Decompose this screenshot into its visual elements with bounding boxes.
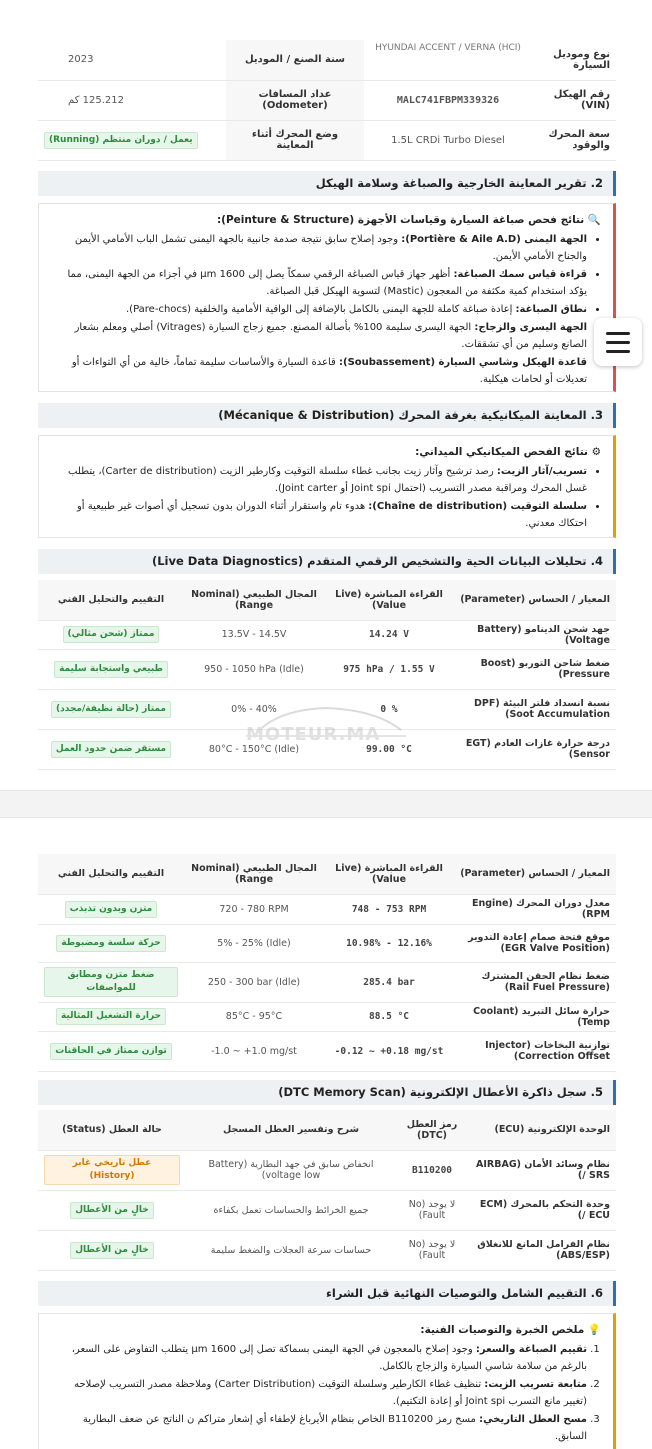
box-title-text: نتائج الفحص الميكانيكي الميداني: [415, 446, 588, 458]
live-data-table [38, 580, 616, 770]
section-2-box [38, 203, 616, 392]
col-header: حالة العطل (Status) [38, 1110, 186, 1150]
item-text: الجهة اليسرى سليمة 100% بأصالة المصنع. جميع زجاج السيارة (Vitrages) أصلي ومعلم بشعار الصانع وسليم من أي تشققات. [74, 322, 587, 350]
live-cell: 14.24 V [324, 620, 454, 649]
eval-badge: حرارة التشغيل المثالية [56, 1008, 166, 1025]
item-text: قاعدة السيارة والأساسات سليمة تماماً، خالية من أي التواءات أو تعديلات أو لحامات هيكلية. [71, 357, 587, 385]
hamburger-icon [606, 341, 630, 344]
item-text: إعادة صباغة كاملة للجهة اليمنى بالكامل بالإضافة إلى الواقية الأمامية والخلفية (Pare-chocs). [125, 304, 513, 315]
vin-value: MALC741FBPM339326 [364, 80, 532, 120]
eval-badge: ضغط متزن ومطابق للمواصفات [44, 967, 178, 997]
live-cell: 10.98% - 12.16% [324, 924, 454, 962]
col-header: المعيار / الحساس (Parameter) [454, 854, 616, 894]
live-data-table-b-wrap [38, 854, 616, 1072]
item-key: تقييم الصباغة والسعر: [475, 1344, 587, 1355]
section-6-title: 6. التقييم الشامل والتوصيات النهائية قبل الشراء [38, 1281, 616, 1306]
item-text: وجود إصلاح بالمعجون في الجهة اليمنى بسماكة تصل إلى 1600 µm يتطلب التفاوض على السعر، بالرغم من سلامة شاسي السيارة والزجاج بالكامل. [71, 1344, 587, 1372]
info-row [38, 80, 616, 120]
gear-icon: ⚙ [591, 446, 601, 458]
section-5-title: 5. سجل ذاكرة الأعطال الإلكترونية (DTC Memory Scan) [38, 1080, 616, 1105]
col-header: المجال الطبيعي (Nominal Range) [184, 580, 324, 620]
eval-badge: متزن وبدون تذبذب [65, 901, 157, 918]
report-page-bottom [0, 818, 652, 1449]
range-cell: 950 - 1050 hPa (Idle) [184, 649, 324, 689]
list-item [51, 1341, 587, 1375]
box-title-text: نتائج فحص صباغة السيارة وقياسات الأجهزة (Peinture & Structure): [216, 214, 585, 226]
dtc-cell: لا يوجد (No Fault) [396, 1230, 468, 1270]
section-2-box-title [51, 212, 601, 229]
param-cell: ضغط شاحن التوربو (Boost Pressure) [454, 649, 616, 689]
info-label: عداد المسافات (Odometer) [226, 80, 364, 120]
item-text: أظهر جهاز قياس الصباغة الرقمي سمكاً يصل إلى 1600 µm في أجزاء من الجهة اليمنى، مما يؤكد استخدام كمية مكثفة من المعجون (Mastic) لتسوية الهيكل قبل الصباغة. [67, 269, 587, 297]
info-row [38, 120, 616, 160]
item-text: رصد ترشيح وآثار زيت بجانب غطاء سلسلة التوقيت وكارطير الزيت (Carter de distribution)، يتطلب غسل المحرك ومراقبة مصدر التسريب (احتمال Joint spi أو Joint carter). [68, 466, 587, 494]
range-cell: 0% - 40% [184, 689, 324, 729]
vehicle-info-card [38, 40, 616, 161]
ecu-cell: وحدة التحكم بالمحرك (ECM / ECU) [468, 1190, 616, 1230]
live-cell: -0.12 ~ +0.18 mg/st [324, 1031, 454, 1071]
page-separator [0, 790, 652, 818]
item-key: الجهة اليسرى والزجاج: [474, 322, 587, 333]
live-cell: 88.5 °C [324, 1002, 454, 1031]
item-key: قراءة قياس سمك الصباغة: [453, 269, 587, 280]
live-cell: 0 % [324, 689, 454, 729]
desc-cell: جميع الخرائط والحساسات تعمل بكفاءة [186, 1190, 396, 1230]
item-key: سلسلة التوقيت (Chaîne de distribution): [368, 501, 587, 512]
list-item [51, 498, 587, 532]
watermark-text: MOTEUR.MA [246, 724, 381, 745]
item-key: متابعة تسريب الزيت: [484, 1379, 587, 1390]
info-label: رقم الهيكل (VIN) [532, 80, 616, 120]
dtc-cell: لا يوجد (No Fault) [396, 1190, 468, 1230]
live-cell: 975 hPa / 1.55 V [324, 649, 454, 689]
live-cell: 748 - 753 RPM [324, 894, 454, 924]
table-row [38, 1031, 616, 1071]
list-item [51, 1411, 587, 1445]
vehicle-info-table [38, 40, 616, 161]
info-label: نوع وموديل السيارة [532, 40, 616, 80]
section-3-box-title [51, 444, 601, 461]
eval-badge: توازن ممتاز في الحاقنات [50, 1043, 172, 1060]
info-value: 1.5L CRDi Turbo Diesel [364, 120, 532, 160]
item-text: هدوء تام واستقرار أثناء الدوران بدون تسجيل أي أصوات غير طبيعية أو احتكاك معدني. [76, 501, 587, 529]
item-key: الجهة اليمنى (Portière & Aile A.D): [401, 234, 587, 245]
col-header: رمز العطل (DTC) [396, 1110, 468, 1150]
dtc-table [38, 1110, 616, 1271]
param-cell: ضغط نظام الحقن المشترك (Rail Fuel Pressure) [454, 962, 616, 1002]
list-item [51, 266, 587, 300]
eval-badge: حركة سلسة ومضبوطة [56, 935, 165, 952]
info-value: 2023 [38, 40, 226, 80]
lightbulb-icon: 💡 [587, 1324, 601, 1336]
hamburger-icon [606, 332, 630, 335]
table-row [38, 649, 616, 689]
section-3-title: 3. المعاينة الميكانيكية بغرفة المحرك (Mécanique & Distribution) [38, 403, 616, 428]
eval-badge: طبيعي واستجابة سليمة [54, 661, 168, 678]
table-row [38, 689, 616, 729]
info-row [38, 40, 616, 80]
status-badge: خالٍ من الأعطال [70, 1242, 154, 1259]
param-cell: توازنية البخاخات (Injector Correction Offset) [454, 1031, 616, 1071]
info-value: 125.212 كم [38, 80, 226, 120]
menu-button[interactable] [594, 318, 642, 366]
range-cell: 85°C - 95°C [184, 1002, 324, 1031]
param-cell: حرارة سائل التبريد (Coolant Temp) [454, 1002, 616, 1031]
param-cell: نسبة انسداد فلتر البيئة (DPF Soot Accumulation) [454, 689, 616, 729]
col-header: التقييم والتحليل الفني [38, 854, 184, 894]
status-badge: خالٍ من الأعطال [70, 1202, 154, 1219]
table-row [38, 894, 616, 924]
section-3-list [51, 463, 601, 532]
param-cell: معدل دوران المحرك (Engine RPM) [454, 894, 616, 924]
table-row [38, 1150, 616, 1190]
list-item [51, 319, 587, 353]
list-item [51, 463, 587, 497]
list-item [51, 301, 587, 318]
range-cell: -1.0 ~ +1.0 mg/st [184, 1031, 324, 1071]
col-header: التقييم والتحليل الفني [38, 580, 184, 620]
table-row [38, 924, 616, 962]
ecu-cell: نظام الفرامل المانع للانغلاق (ABS/ESP) [468, 1230, 616, 1270]
section-2-list [51, 231, 601, 388]
dtc-cell: B110200 [396, 1150, 468, 1190]
section-3-box [38, 435, 616, 538]
info-label: سنة الصنع / الموديل [226, 40, 364, 80]
info-value: HYUNDAI ACCENT / VERNA (HCI) [364, 40, 532, 80]
eval-badge: مستقر ضمن حدود العمل [51, 741, 171, 758]
item-key: تسريب/آثار الزيت: [496, 466, 587, 477]
range-cell: 13.5V - 14.5V [184, 620, 324, 649]
item-text: وجود إصلاح سابق نتيجة صدمة جانبية بالجهة اليمنى تشمل الباب الأمامي الأيمن والجناح الأمامي الأيمن. [74, 234, 587, 262]
status-badge: عطل تاريخي غابر (History) [44, 1155, 180, 1185]
table-row [38, 1230, 616, 1270]
table-row [38, 620, 616, 649]
section-4-title: 4. تحليلات البيانات الحية والتشخيص الرقمي المتقدم (Live Data Diagnostics) [38, 549, 616, 574]
search-icon: 🔍 [587, 214, 601, 226]
status-badge: يعمل / دوران منتظم (Running) [44, 132, 198, 149]
dtc-table-wrap [38, 1110, 616, 1271]
col-header: المعيار / الحساس (Parameter) [454, 580, 616, 620]
info-label: وضع المحرك أثناء المعاينة [226, 120, 364, 160]
table-row [38, 962, 616, 1002]
item-text: تنظيف غطاء الكارطير وسلسلة التوقيت (Carter Distribution) وملاحظة مصدر التسريب لإصلاحه (تغيير مانع التسرب Joint spi أو إعادة التكتيم). [74, 1379, 587, 1407]
table-row [38, 1002, 616, 1031]
param-cell: درجة حرارة غازات العادم (EGT Sensor) [454, 729, 616, 769]
range-cell: 80°C - 150°C (Idle) [184, 729, 324, 769]
range-cell: 720 - 780 RPM [184, 894, 324, 924]
live-data-table-a-wrap [38, 580, 616, 770]
eval-badge: ممتاز (حالة نظيفة/مجدد) [51, 701, 171, 718]
range-cell: 5% - 25% (Idle) [184, 924, 324, 962]
col-header: القراءة المباشرة (Live Value) [324, 580, 454, 620]
table-header-row [38, 854, 616, 894]
ecu-cell: نظام وسائد الأمان (AIRBAG / SRS) [468, 1150, 616, 1190]
list-item [51, 354, 587, 388]
hamburger-icon [606, 350, 630, 353]
desc-cell: انخفاض سابق في جهد البطارية (Battery voltage low) [186, 1150, 396, 1190]
table-header-row [38, 1110, 616, 1150]
col-header: الوحدة الإلكترونية (ECU) [468, 1110, 616, 1150]
live-cell: 99.00 °C [324, 729, 454, 769]
section-6-box-title [51, 1322, 601, 1339]
range-cell: 250 - 300 bar (Idle) [184, 962, 324, 1002]
item-text: مسح رمز B110200 الخاص بنظام الأيرباغ لإطفاء أي إشعار متراكم ن الناتج عن ضعف البطارية السابق. [82, 1414, 587, 1442]
section-6-list [51, 1341, 601, 1445]
col-header: القراءة المباشرة (Live Value) [324, 854, 454, 894]
eval-badge: ممتاز (شحن مثالي) [63, 626, 160, 643]
box-title-text: ملخص الخبرة والتوصيات الفنية: [420, 1324, 585, 1336]
param-cell: جهد شحن الدينامو (Battery Voltage) [454, 620, 616, 649]
live-data-table-continued [38, 854, 616, 1072]
table-row [38, 729, 616, 769]
section-6-box [38, 1313, 616, 1449]
item-key: مسح العطل التاريخي: [479, 1414, 587, 1425]
col-header: شرح وتفسير العطل المسجل [186, 1110, 396, 1150]
info-label: سعة المحرك والوقود [532, 120, 616, 160]
item-key: نطاق الصباغة: [515, 304, 587, 315]
list-item [51, 231, 587, 265]
desc-cell: حساسات سرعة العجلات والضغط سليمة [186, 1230, 396, 1270]
table-header-row [38, 580, 616, 620]
list-item [51, 1376, 587, 1410]
col-header: المجال الطبيعي (Nominal Range) [184, 854, 324, 894]
live-cell: 285.4 bar [324, 962, 454, 1002]
param-cell: موقع فتحة صمام إعادة التدوير (EGR Valve Position) [454, 924, 616, 962]
table-row [38, 1190, 616, 1230]
item-key: قاعدة الهيكل وشاسي السيارة (Soubassement): [339, 357, 587, 368]
section-2-title: 2. تقرير المعاينة الخارجية والصباغة وسلامة الهيكل [38, 171, 616, 196]
